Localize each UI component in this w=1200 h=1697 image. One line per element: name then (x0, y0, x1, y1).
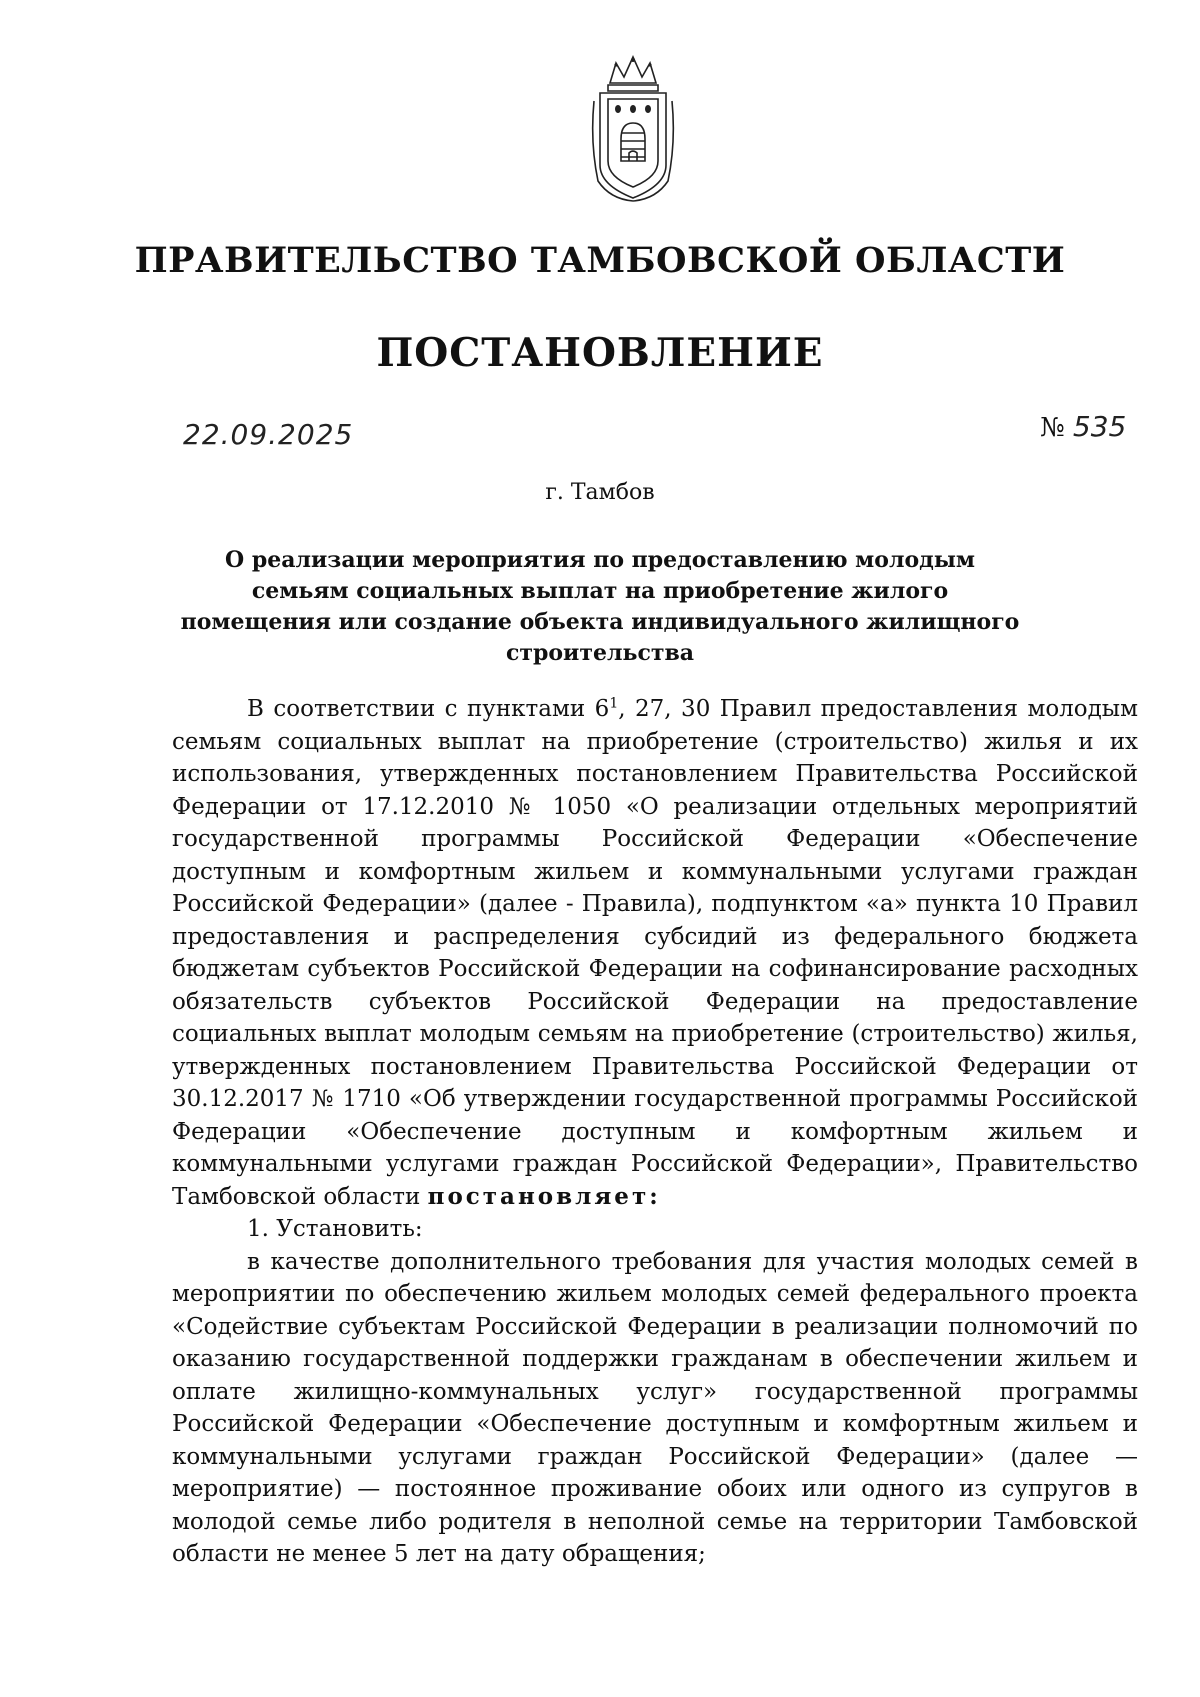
resolves-keyword: постановляет: (427, 1182, 661, 1210)
preamble-paragraph (172, 693, 1138, 1213)
preamble-text: , 27, 30 Правил предоставления молодым семьям социальных выплат на приобретение (строительство) жилья и их использования, утвержденных постановлением Правительства Российской Федерации от 17.12.2010 № 1050 «О реализации отдельных мероприятий государственной программы Российской Федерации «Обеспечение доступным и комфортным жильем и коммунальными услугами граждан Российской Федерации» (далее - Правила), подпунктом «а» пункта 10 Правил предоставления и распределения субсидий из федерального бюджета бюджетам субъектов Российской Федерации на софинансирование расходных обязательств субъектов Российской Федерации на предоставление социальных выплат молодым семьям на приобретение (строительство) жилья, утвержденных постановлением Правительства Российской Федерации от 30.12.2017 № 1710 «Об утверждении государственной программы Российской Федерации «Обеспечение доступным и комфортным жильем и коммунальными услугами граждан Российской Федерации», Правительство Тамбовской области (172, 696, 1138, 1210)
document-body (172, 693, 1138, 1571)
document-type: ПОСТАНОВЛЕНИЕ (376, 330, 824, 376)
preamble-superscript: 1 (609, 695, 619, 712)
item-1-heading: 1. Установить: (247, 1216, 423, 1242)
document-title: О реализации мероприятия по предоставлению молодым семьям социальных выплат на приобретение жилого помещения или создание объекта индивидуального жилищного строительства (180, 547, 1020, 666)
preamble-start: В соответствии с пунктами 6 (247, 696, 610, 722)
number-value: 535 (1072, 410, 1127, 443)
document-number (1040, 410, 1126, 443)
organization-name: ПРАВИТЕЛЬСТВО ТАМБОВСКОЙ ОБЛАСТИ (134, 240, 1066, 281)
document-date: 22.09.2025 (183, 418, 354, 451)
document-city: г. Тамбов (545, 480, 655, 505)
coat-of-arms-emblem (588, 53, 678, 203)
number-label: № (1040, 413, 1065, 443)
item-1-text: в качестве дополнительного требования для участия молодых семей в мероприятии по обеспечению жильем молодых семей федерального проекта «Содействие субъектам Российской Федерации в реализации полномочий по оказанию государственной поддержки гражданам в обеспечении жильем и оплате жилищно-коммунальных услуг» государственной программы Российской Федерации «Обеспечение доступным и комфортным жильем и коммунальными услугами граждан Российской Федерации» (далее — мероприятие) — постоянное проживание обоих или одного из супругов в молодой семье либо родителя в неполной семье на территории Тамбовской области не менее 5 лет на дату обращения; (172, 1248, 1138, 1567)
